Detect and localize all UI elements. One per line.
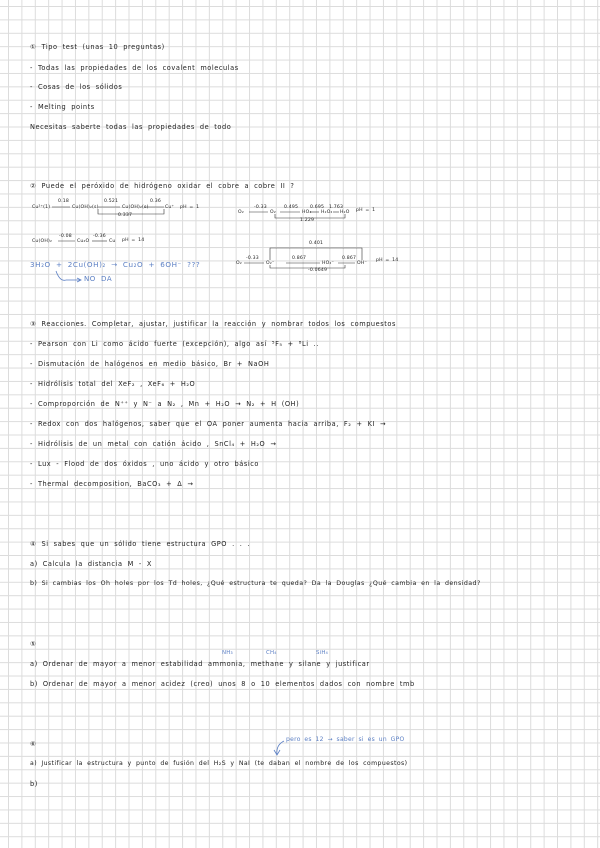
latimer-ph: pH = 14 xyxy=(376,258,399,263)
latimer-species: H₂O xyxy=(340,210,350,215)
latimer-potential: -0.33 xyxy=(246,256,259,261)
section-6-a: a) Justificar la estructura y punto de fusión del H₂S y NaI (te daban el nombre de los compuestos) xyxy=(30,760,408,767)
section-6-blue-note: pero es 12 → saber si es un GPO xyxy=(286,736,405,743)
section-5-number: ⑤ xyxy=(30,640,37,648)
section-4-title: ④ Si sabes que un sólido tiene estructura GPO . . . xyxy=(30,540,251,548)
section-3-title: ③ Reacciones. Completar, ajustar, justificar la reacción y nombrar todos los compuestos xyxy=(30,320,396,328)
latimer-species: HO₂ xyxy=(302,210,312,215)
latimer-potential: -0.36 xyxy=(93,234,106,239)
section-5-blue-formula: SiH₄ xyxy=(316,650,328,656)
section-2-blue-equation: 3H₂O + 2Cu(OH)₂ → Cu₂O + 6OH⁻ ??? xyxy=(30,260,201,269)
latimer-potential: -0.33 xyxy=(254,205,267,210)
section-3-item: - Comproporción de N⁺⁺ y N⁻ a N₂ , Mn + H₂O → N₂ + H (OH) xyxy=(30,400,300,408)
latimer-species: Cu⁺ xyxy=(165,205,175,210)
latimer-species: O₂ xyxy=(236,261,242,266)
section-3-item: - Thermal decomposition, BaCO₃ + Δ → xyxy=(30,480,194,488)
latimer-species: O₂⁻ xyxy=(266,261,275,266)
section-3-item: - Redox con dos halógenos, saber que el OA poner aumenta hacia arriba, F₂ + KI → xyxy=(30,420,387,428)
section-3-item: - Lux - Flood de dos óxidos , uno ácido y otro básico xyxy=(30,460,259,468)
section-5-blue-formula: CH₄ xyxy=(266,650,277,656)
section-3-item: - Dismutación de halógenos en medio básico, Br + NaOH xyxy=(30,360,270,368)
latimer-potential: 0.867 xyxy=(292,256,307,261)
latimer-ph: pH = 14 xyxy=(122,238,145,243)
latimer-potential: 0.36 xyxy=(150,199,162,204)
section-6-b: b) xyxy=(30,780,38,788)
latimer-species: Cu(OH)₂ xyxy=(32,239,53,244)
latimer-species: Cu(OH)₂(s) xyxy=(72,205,99,210)
latimer-species: OH⁻ xyxy=(357,261,368,266)
section-3-item: - Pearson con Li como ácido fuerte (excepción), algo así ⁵F₅ + ⁸Li .. xyxy=(30,340,319,348)
section-1-item: - Todas las propiedades de los covalent moleculas xyxy=(30,64,239,72)
latimer-species: Cu(OH)₂(s) xyxy=(122,205,149,210)
latimer-potential: 0.867 xyxy=(342,256,357,261)
latimer-potential: 0.18 xyxy=(58,199,70,204)
section-1-item: - Melting points xyxy=(30,103,95,111)
latimer-potential: 0.521 xyxy=(104,199,119,204)
section-3-item: - Hidrólisis total del XeF₂ , XeF₆ + H₂O xyxy=(30,380,196,388)
latimer-potential: -0.08 xyxy=(59,234,72,239)
section-4-b: b) Si cambias los Oh holes por los Td holes, ¿Qué estructura te queda? Da la Douglas ¿Qué cambia en la densidad? xyxy=(30,580,481,587)
latimer-species: Cu²⁺(1) xyxy=(32,205,51,210)
latimer-ph: pH = 1 xyxy=(356,208,376,213)
latimer-species: Cu xyxy=(109,239,116,244)
section-1-title: ① Tipo test (unas 10 preguntas) xyxy=(30,43,165,51)
section-5-a: a) Ordenar de mayor a menor estabilidad ammonia, methane y silane y justificar xyxy=(30,660,370,668)
section-1-item: - Cosas de los sólidos xyxy=(30,83,123,91)
section-3-item: - Hidrólisis de un metal con catión ácido , SnCl₄ + H₂O → xyxy=(30,440,277,448)
latimer-potential: 1.763 xyxy=(329,205,344,210)
latimer-species: O₂ xyxy=(270,210,276,215)
section-2-blue-note: NO DA xyxy=(84,275,113,283)
section-5-blue-formula: NH₃ xyxy=(222,650,233,656)
section-5-b: b) Ordenar de mayor a menor acidez (creo) unos 8 o 10 elementos dados con nombre tmb xyxy=(30,680,415,688)
latimer-potential: 0.695 xyxy=(310,205,325,210)
latimer-species: O₂ xyxy=(238,210,244,215)
latimer-potential: 1.229 xyxy=(300,218,315,223)
latimer-species: HO₂⁻ xyxy=(322,261,335,266)
section-6-number: ⑥ xyxy=(30,740,37,748)
section-2-question: ② Puede el peróxido de hidrógeno oxidar el cobre a cobre II ? xyxy=(30,182,295,190)
latimer-species: H₂O₂ xyxy=(321,210,333,215)
latimer-potential: -0.0649 xyxy=(308,268,328,273)
latimer-ph: pH = 1 xyxy=(180,205,200,210)
latimer-potential: 0.337 xyxy=(118,213,133,218)
latimer-species: Cu₂O xyxy=(77,239,90,244)
section-4-a: a) Calcula la distancia M - X xyxy=(30,560,152,568)
latimer-potential: 0.401 xyxy=(309,241,324,246)
section-1-note: Necesitas saberte todas las propiedades de todo xyxy=(30,123,232,131)
latimer-potential: 0.495 xyxy=(284,205,299,210)
